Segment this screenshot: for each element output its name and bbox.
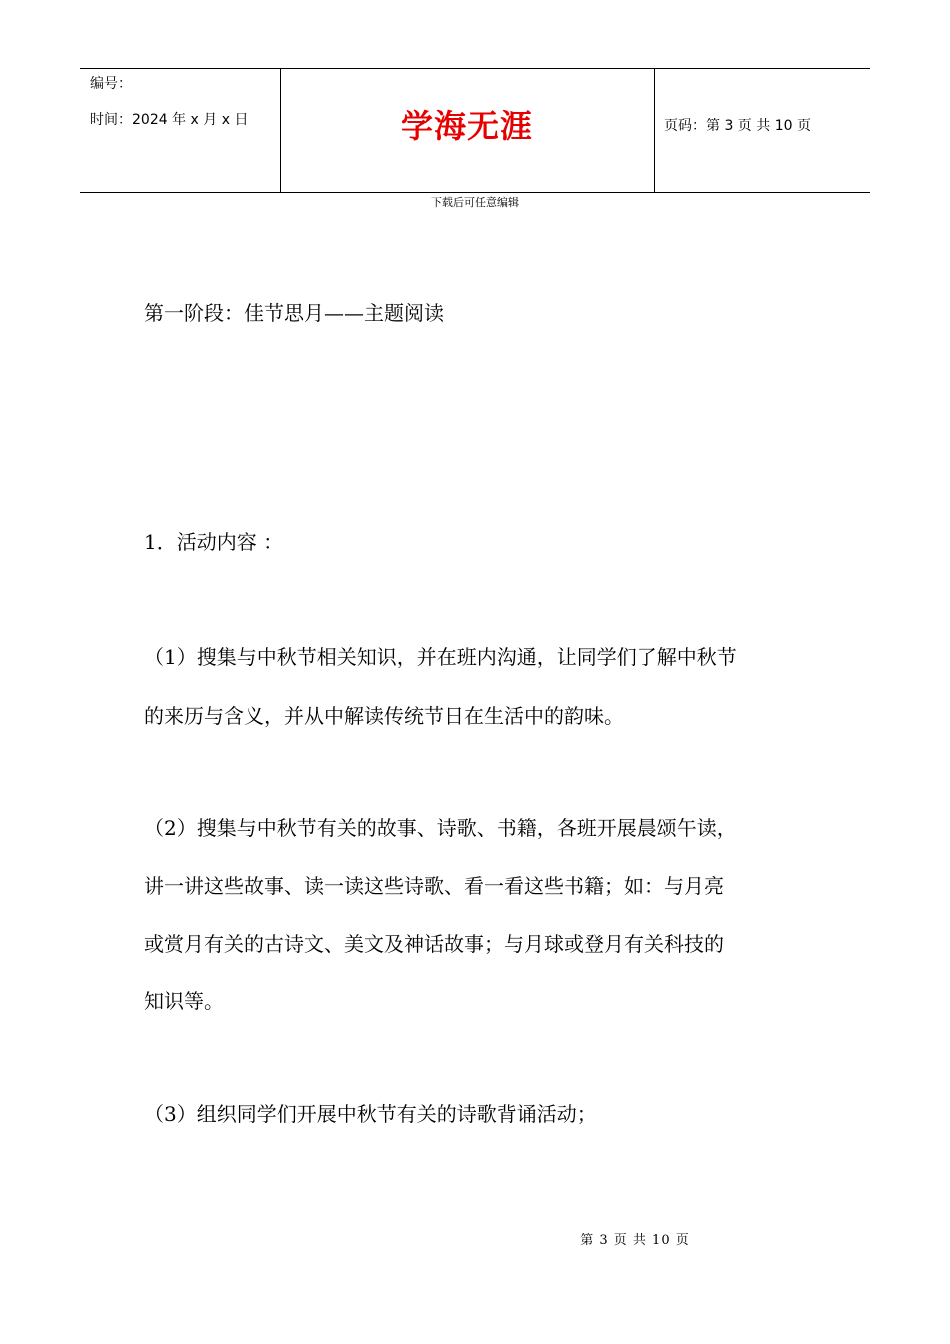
header-divider — [654, 69, 655, 192]
paragraph-line: 或赏月有关的古诗文、美文及神话故事；与月球或登月有关科技的 — [144, 932, 724, 956]
editable-note: 下载后可任意编辑 — [431, 196, 519, 209]
activity-heading: 1．活动内容 ： — [144, 530, 284, 554]
document-header — [80, 68, 870, 193]
paragraph-line: （2）搜集与中秋节有关的故事、诗歌、书籍，各班开展晨颂午读， — [144, 816, 737, 840]
document-number-label: 编号： — [90, 76, 132, 92]
header-page-indicator: 页码：第 3 页 共 10 页 — [664, 118, 811, 134]
paragraph-line: 讲一讲这些故事、读一读这些诗歌、看一看这些书籍；如：与月亮 — [144, 874, 724, 898]
stage-title: 第一阶段：佳节思月——主题阅读 — [144, 301, 444, 325]
footer-page-number: 第 3 页 共 10 页 — [580, 1233, 690, 1248]
paragraph-line: （3）组织同学们开展中秋节有关的诗歌背诵活动； — [144, 1102, 597, 1126]
document-time-label: 时间：2024 年 x 月 x 日 — [90, 112, 249, 128]
brand-title: 学海无涯 — [400, 107, 533, 145]
paragraph-line: 知识等。 — [144, 989, 224, 1013]
paragraph-line: 的来历与含义，并从中解读传统节日在生活中的韵味。 — [144, 704, 624, 728]
paragraph-line: （1）搜集与中秋节相关知识，并在班内沟通，让同学们了解中秋节 — [144, 645, 737, 669]
